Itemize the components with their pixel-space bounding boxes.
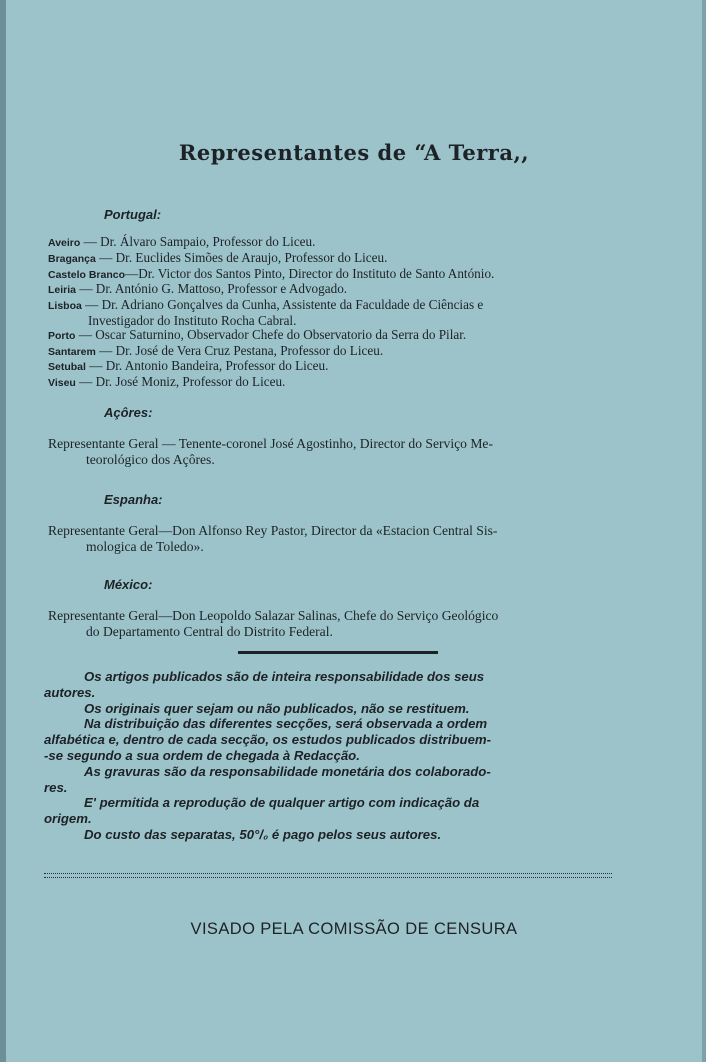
mexico-representative <box>48 608 616 640</box>
note-line: alfabética e, dentro de cada secção, os estudos publicados distribuem- <box>44 732 492 748</box>
note-line: res. <box>44 779 68 795</box>
espanha-representative <box>48 523 616 555</box>
city-name: Castelo Branco <box>48 268 126 281</box>
note-line: As gravuras são da responsabilidade monetária dos colaborado- <box>84 763 491 779</box>
list-item <box>48 267 620 283</box>
city-name: Bragança <box>48 252 96 265</box>
heading-acores: Açôres: <box>104 405 153 420</box>
list-item <box>48 359 620 375</box>
city-name: Setubal <box>48 361 86 374</box>
dotted-divider <box>44 873 612 874</box>
list-item <box>48 282 620 298</box>
censorship-stamp: VISADO PELA COMISSÃO DE CENSURA <box>190 920 518 938</box>
list-item-continuation: Investigador do Instituto Rocha Cabral. <box>88 312 297 328</box>
list-item <box>48 375 620 391</box>
divider <box>238 651 438 654</box>
heading-mexico: México: <box>104 577 153 592</box>
representative: — Dr. António G. Mattoso, Professor e Advogado. <box>76 281 348 297</box>
note-line: -se segundo a sua ordem de chegada à Redacção. <box>44 747 360 763</box>
note-line: Do custo das separatas, 50°/₀ é pago pelos seus autores. <box>84 826 442 842</box>
city-name: Lisboa <box>48 300 82 313</box>
heading-espanha: Espanha: <box>104 492 163 507</box>
city-name: Porto <box>48 329 76 342</box>
city-name: Aveiro <box>48 237 81 249</box>
list-item <box>48 344 620 360</box>
representative: — Oscar Saturnino, Observador Chefe do Observatorio da Serra do Pilar. <box>75 326 467 342</box>
rep-line-continuation: teorológico dos Açôres. <box>86 452 215 467</box>
rep-line-continuation: mologica de Toledo». <box>86 539 204 554</box>
rep-line: Representante Geral—Don Leopoldo Salazar Salinas, Chefe do Serviço Geológico <box>48 608 499 623</box>
city-name: Santarem <box>48 345 96 358</box>
note-line: Os originais quer sejam ou não publicados, não se restituem. <box>84 700 470 716</box>
portugal-list <box>48 235 620 391</box>
list-item <box>48 298 620 314</box>
rep-line: Representante Geral — Tenente-coronel José Agostinho, Director do Serviço Me- <box>48 436 493 451</box>
list-item <box>48 251 620 267</box>
editorial-notes <box>44 669 616 843</box>
representative: — Dr. José de Vera Cruz Pestana, Professor do Liceu. <box>95 342 384 358</box>
note-line: autores. <box>44 684 96 700</box>
dotted-divider <box>44 877 612 878</box>
city-name: Leiria <box>48 284 77 297</box>
representative: — Dr. José Moniz, Professor do Liceu. <box>75 374 286 390</box>
note-line: E' permitida a reprodução de qualquer artigo com indicação da <box>84 795 480 811</box>
representative: — Dr. Euclides Simões de Araujo, Professor do Liceu. <box>95 249 388 265</box>
city-name: Viseu <box>48 377 76 390</box>
representative: — Dr. Antonio Bandeira, Professor do Liceu. <box>85 358 329 374</box>
note-line: Os artigos publicados são de inteira responsabilidade dos seus <box>84 669 485 684</box>
acores-representative <box>48 436 616 468</box>
rep-line-continuation: do Departamento Central do Distrito Federal. <box>86 624 333 639</box>
representative: —Dr. Victor dos Santos Pinto, Director do Instituto de Santo António. <box>125 265 495 281</box>
page-title: Representantes de “A Terra,, <box>178 140 530 165</box>
list-item <box>48 328 620 344</box>
heading-portugal: Portugal: <box>104 207 162 222</box>
representative: — Dr. Adriano Gonçalves da Cunha, Assistente da Faculdade de Ciências e <box>81 297 484 313</box>
rep-line: Representante Geral—Don Alfonso Rey Pastor, Director da «Estacion Central Sis- <box>48 523 498 538</box>
note-line: origem. <box>44 811 92 827</box>
list-item <box>48 235 620 251</box>
representative: — Dr. Álvaro Sampaio, Professor do Liceu. <box>80 234 316 249</box>
note-line: Na distribuição das diferentes secções, será observada a ordem <box>84 716 488 732</box>
